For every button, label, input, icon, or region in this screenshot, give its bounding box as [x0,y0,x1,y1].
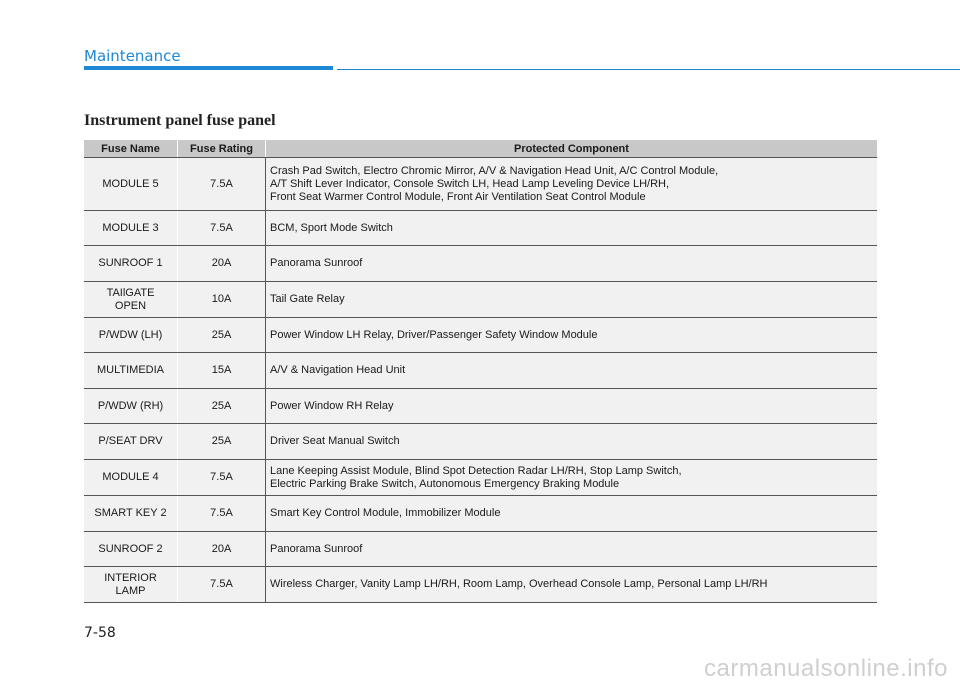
fuse-rating-cell: 25A [178,389,266,424]
protected-component-cell: Crash Pad Switch, Electro Chromic Mirror, A/V & Navigation Head Unit, A/C Control Module, A/T Shift Lever Indicator, Console Switch LH, Head Lamp Leveling Device LH/RH, Front Seat Warmer Control Module, Front Air Ventilation Seat Control Module [266,158,878,211]
protected-component-cell: Smart Key Control Module, Immobilizer Module [266,496,878,532]
fuse-rating-cell: 7.5A [178,211,266,246]
fuse-name-cell: TAIlGATE OPEN [84,282,178,318]
protected-component-cell: Panorama Sunroof [266,532,878,567]
fuse-name-cell: SUNROOF 1 [84,246,178,282]
table-row [84,318,877,353]
page-title: Instrument panel fuse panel [84,112,276,129]
protected-component-cell: BCM, Sport Mode Switch [266,211,878,246]
fuse-name-cell: SMART KEY 2 [84,496,178,532]
section-header: Maintenance [84,47,181,65]
table-row [84,282,877,318]
fuse-name-cell: MODULE 5 [84,158,178,211]
fuse-rating-cell: 7.5A [178,496,266,532]
fuse-rating-cell: 20A [178,246,266,282]
protected-component-cell: Tail Gate Relay [266,282,878,318]
header-rule-thick [84,66,333,70]
protected-component-cell: Power Window RH Relay [266,389,878,424]
table-row [84,532,877,567]
fuse-name-cell: P/WDW (LH) [84,318,178,353]
fuse-rating-cell: 10A [178,282,266,318]
fuse-name-cell: INTERIOR LAMP [84,567,178,603]
table-header-row [84,140,877,158]
header-rule-thin [337,69,960,70]
watermark: carmanualsonline.info [704,655,948,682]
fuse-rating-cell: 25A [178,318,266,353]
protected-component-cell: Driver Seat Manual Switch [266,424,878,460]
table-row [84,158,877,211]
table-row [84,389,877,424]
column-header-fuse-name: Fuse Name [84,140,178,158]
protected-component-cell: Panorama Sunroof [266,246,878,282]
table-row [84,460,877,496]
table-row [84,246,877,282]
protected-component-cell: Power Window LH Relay, Driver/Passenger Safety Window Module [266,318,878,353]
column-header-fuse-rating: Fuse Rating [178,140,266,158]
table-row [84,353,877,389]
table-row [84,496,877,532]
table-row [84,567,877,603]
fuse-rating-cell: 7.5A [178,567,266,603]
table-row [84,211,877,246]
fuse-rating-cell: 20A [178,532,266,567]
fuse-name-cell: P/WDW (RH) [84,389,178,424]
protected-component-cell: A/V & Navigation Head Unit [266,353,878,389]
protected-component-cell: Lane Keeping Assist Module, Blind Spot Detection Radar LH/RH, Stop Lamp Switch, Electric Parking Brake Switch, Autonomous Emergency Braking Module [266,460,878,496]
fuse-name-cell: MODULE 4 [84,460,178,496]
fuse-name-cell: SUNROOF 2 [84,532,178,567]
fuse-rating-cell: 7.5A [178,460,266,496]
fuse-rating-cell: 15A [178,353,266,389]
fuse-table-body [84,158,877,603]
column-header-protected-component: Protected Component [266,140,878,158]
page-number: 7-58 [84,625,116,641]
protected-component-cell: Wireless Charger, Vanity Lamp LH/RH, Room Lamp, Overhead Console Lamp, Personal Lamp LH/RH [266,567,878,603]
fuse-name-cell: MODULE 3 [84,211,178,246]
fuse-rating-cell: 25A [178,424,266,460]
fuse-rating-cell: 7.5A [178,158,266,211]
table-row [84,424,877,460]
fuse-table [84,140,877,603]
fuse-name-cell: MULTIMEDIA [84,353,178,389]
fuse-name-cell: P/SEAT DRV [84,424,178,460]
